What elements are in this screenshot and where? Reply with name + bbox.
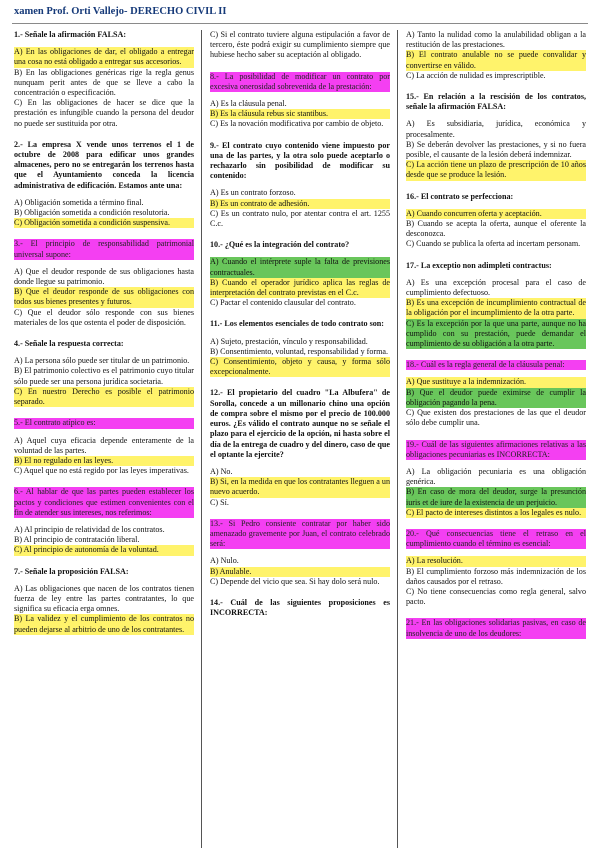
answer-option: C) Si el contrato tuviere alguna estipulación a favor de tercero, éste podrá exigir su cumplimiento siempre que hubiese hecho saber su aceptación al obligado. <box>210 30 390 60</box>
question-text: 18.- Cuál es la regla general de la cláusula penal: <box>406 360 586 370</box>
answer-option: A) Las obligaciones que nacen de los contratos tienen fuerza de ley entre las partes contratantes, lo que significa su eficacia erga omnes. <box>14 583 194 614</box>
question-text: 16.- El contrato se perfecciona: <box>406 191 514 201</box>
question-block <box>210 141 390 230</box>
question-block <box>406 92 586 181</box>
question-block <box>14 567 194 635</box>
question-block <box>14 418 194 476</box>
question-block <box>406 261 586 350</box>
column-divider-2 <box>397 30 398 848</box>
answer-option: A) Nulo. <box>210 556 239 566</box>
question-text: 5.- El contrato atípico es: <box>14 418 194 428</box>
question-block <box>406 440 586 518</box>
question-text: 12.- El propietario del cuadro "La Albufera" de Sorolla, concede a un millonario chino una opción de compra sobre el mismo por el precio de 100.000 euros. ¿Es válido el contrato aunque no se señale el plazo para el ejercicio de la opción, ni hasta sobre el día de la entrega de cuadro y del dinero, caso de que el optante la ejercite? <box>210 388 390 459</box>
answer-option: B) Consentimiento, voluntad, responsabilidad y forma. <box>210 346 389 356</box>
answer-option: B) Es una excepción de incumplimiento contractual de la obligación por el incumplimiento de la otra parte. <box>406 298 586 318</box>
question-block <box>406 618 586 638</box>
question-block <box>406 192 586 250</box>
question-text: 14.- Cuál de las siguientes proposiciones es INCORRECTA: <box>210 597 390 618</box>
answer-option: C) En las obligaciones de hacer se dice que la prestación es infungible cuando la persona del deudor no puede ser sustituida por otra. <box>14 98 194 128</box>
answer-option: A) Tanto la nulidad como la anulabilidad obligan a la restitución de las prestaciones. <box>406 30 586 50</box>
answer-option: C) Sí. <box>210 497 229 507</box>
question-block <box>210 388 390 507</box>
column-2 <box>210 30 390 629</box>
answer-option: C) El pacto de intereses distintos a los legales es nulo. <box>406 508 586 518</box>
answer-option: C) No tiene consecuencias como regla general, salvo pacto. <box>406 586 586 607</box>
answer-option: C) Es la excepción por la que una parte, aunque no ha cumplido con su prestación, puede demandar el cumplimiento de su obligación a la otra parte. <box>406 318 586 349</box>
answer-option: B) El contrato anulable no se puede convalidar y convertirse en válido. <box>406 50 586 70</box>
answer-option: C) Que el deudor sólo responde con sus bienes materiales de los que ostenta el poder de disposición. <box>14 307 194 327</box>
answer-option: B) El patrimonio colectivo es el patrimonio cuyo titular sólo puede ser una persona jurídica societaria. <box>14 366 194 386</box>
answer-option: A) Que el deudor responde de sus obligaciones hasta donde llegue su patrimonio. <box>14 266 194 287</box>
answer-option: C) La acción de nulidad es imprescriptible. <box>406 70 546 80</box>
page-header: xamen Prof. Orti Vallejo- DERECHO CIVIL II <box>14 6 227 17</box>
question-block <box>210 240 390 308</box>
question-block <box>14 339 194 407</box>
answer-option: B) Que el deudor puede eximirse de cumplir la obligación pagando la pena. <box>406 387 586 407</box>
answer-option: A) Obligación sometida a término final. <box>14 197 144 207</box>
answer-option: C) Aquel que no está regido por las leyes imperativas. <box>14 466 189 476</box>
answer-option: A) Cuando concurren oferta y aceptación. <box>406 209 586 219</box>
question-block <box>210 72 390 130</box>
answer-option: C) Cuando se publica la oferta ad incertam personam. <box>406 239 581 249</box>
answer-option: C) Que existen dos prestaciones de las que el deudor sólo debe cumplir una. <box>406 408 586 428</box>
answer-option: A) La persona sólo puede ser titular de un patrimonio. <box>14 356 190 366</box>
question-block <box>14 487 194 555</box>
answer-option: C) Es un contrato nulo, por atentar contra el art. 1255 C.c. <box>210 208 390 229</box>
question-block <box>14 140 194 229</box>
answer-option: C) Depende del vicio que sea. Si hay dolo será nulo. <box>210 576 380 586</box>
answer-option: C) Al principio de autonomía de la voluntad. <box>14 545 194 555</box>
answer-option: A) Aquel cuya eficacia depende enteramente de la voluntad de las partes. <box>14 435 194 455</box>
answer-option: B) En caso de mora del deudor, surge la presunción iuris et de iure de la existencia de un perjuicio. <box>406 487 586 507</box>
question-text: 1.- Señale la afirmación FALSA: <box>14 30 127 39</box>
answer-option: B) Es la cláusula rebus sic stantibus. <box>210 109 390 119</box>
answer-option: B) Se deberán devolver las prestaciones, y si no fuera posible, el causante de la lesión deberá indemnizar. <box>406 139 586 160</box>
answer-option: A) Cuando el intérprete suple la falta de previsiones contractuales. <box>210 257 390 277</box>
answer-option: C) Consentimiento, objeto y causa, y forma sólo excepcionalmente. <box>210 357 390 377</box>
answer-option: C) Es la novación modificativa por cambio de objeto. <box>210 119 384 129</box>
question-block <box>210 319 390 377</box>
question-text: 2.- La empresa X vende unos terrenos el 1 de octubre de 2008 para edificar unos grandes almacenes, pero no se entregarán los terrenos hasta que el Ayuntamiento conceda la licencia administrativa de edificación. Estamos ante una: <box>14 139 194 190</box>
question-text: 6.- Al hablar de que las partes pueden establecer los pactos y condiciones que estimen convenientes con el fin de atender sus intereses, nos referimos: <box>14 487 194 517</box>
question-text: 17.- La exceptio non adimpleti contractus: <box>406 260 552 270</box>
column-3 <box>406 30 586 650</box>
answer-option: A) No. <box>210 466 233 476</box>
column-divider-1 <box>201 30 202 848</box>
question-text: 9.- El contrato cuyo contenido viene impuesto por una de las partes, y la otra solo puede aceptarlo o rechazarlo sin posibilidad de modificar su contenido: <box>210 140 390 181</box>
answer-option: A) La resolución. <box>406 556 586 566</box>
answer-option: C) Pactar el contenido clausular del contrato. <box>210 298 356 308</box>
question-block <box>406 30 586 81</box>
answer-option: A) Que sustituye a la indemnización. <box>406 377 586 387</box>
answer-option: B) La validez y el cumplimiento de los contratos no pueden dejarse al arbitrio de uno de los contratantes. <box>14 614 194 634</box>
question-block <box>210 30 390 61</box>
question-text: 10.- ¿Qué es la integración del contrato? <box>210 240 350 250</box>
question-text: 19.- Cuál de las siguientes afirmaciones relativas a las obligaciones pecuniarias es INCORRECTA: <box>406 439 586 459</box>
question-block <box>210 598 390 618</box>
answer-option: B) El no regulado en las leyes. <box>14 456 194 466</box>
answer-option: B) Es un contrato de adhesión. <box>210 199 390 209</box>
question-text: 15.- En relación a la rescisión de los contratos, señale la afirmación FALSA: <box>406 92 586 112</box>
answer-option: B) Si, en la medida en que los contratantes lleguen a un nuevo acuerdo. <box>210 477 390 497</box>
answer-option: A) En las obligaciones de dar, el obligado a entregar una cosa no está obligado a entregar sus accesorios. <box>14 47 194 67</box>
answer-option: B) En las obligaciones genéricas rige la regla genus nunquam perit antes de que se lleve a cabo la concentración o especificación. <box>14 67 194 98</box>
answer-option: A) Al principio de relatividad de los contratos. <box>14 524 165 534</box>
answer-option: B) Cuando el operador jurídico aplica las reglas de interpretación del contrato previstas en el C.c. <box>210 277 390 298</box>
answer-option: A) Es subsidiaria, jurídica, económica y procesalmente. <box>406 119 586 139</box>
answer-option: C) Obligación sometida a condición suspensiva. <box>14 218 194 228</box>
question-text: 21.- En las obligaciones solidarias pasivas, en caso de insolvencia de uno de los deudores: <box>406 618 586 638</box>
column-1 <box>14 30 194 646</box>
question-block <box>406 529 586 607</box>
answer-option: A) Sujeto, prestación, vínculo y responsabilidad. <box>210 336 368 346</box>
question-text: 11.- Los elementos esenciales de todo contrato son: <box>210 319 384 329</box>
answer-option: A) Es una excepción procesal para el caso de cumplimiento defectuoso. <box>406 277 586 298</box>
answer-option: A) Es un contrato forzoso. <box>210 188 296 198</box>
header-divider <box>12 23 588 24</box>
question-text: 7.- Señale la proposición FALSA: <box>14 566 129 576</box>
question-block <box>210 519 390 587</box>
question-text: 13.- Si Pedro consiente contratar por haber sido amenazado gravemente por Juan, el contrato celebrado será: <box>210 518 390 549</box>
question-block <box>14 30 194 129</box>
answer-option: B) Cuando se acepta la oferta, aunque el oferente la desconozca. <box>406 219 586 239</box>
question-block <box>14 239 194 328</box>
answer-option: B) El cumplimiento forzoso más indemnización de los daños causados por el retraso. <box>406 566 586 586</box>
answer-option: A) La obligación pecuniaria es una obligación genérica. <box>406 466 586 487</box>
question-block <box>406 360 586 428</box>
question-text: 3.- El principio de responsabilidad patrimonial universal supone: <box>14 239 194 259</box>
question-text: 20.- Qué consecuencias tiene el retraso en el cumplimiento cuando el término es esencial: <box>406 528 586 549</box>
answer-option: B) Anulable. <box>210 567 390 577</box>
answer-option: C) En nuestro Derecho es posible el patrimonio separado. <box>14 386 194 407</box>
answer-option: B) Que el deudor responde de sus obligaciones con todos sus bienes presentes y futuros. <box>14 287 194 307</box>
answer-option: B) Obligación sometida a condición resolutoria. <box>14 208 170 218</box>
question-text: 4.- Señale la respuesta correcta: <box>14 339 124 349</box>
answer-option: C) La acción tiene un plazo de prescripción de 10 años desde que se produce la lesión. <box>406 160 586 180</box>
answer-option: A) Es la cláusula penal. <box>210 99 287 109</box>
answer-option: B) Al principio de contratación liberal. <box>14 535 140 545</box>
question-text: 8.- La posibilidad de modificar un contrato por excesiva onerosidad sobrevenida de la prestación: <box>210 71 390 91</box>
